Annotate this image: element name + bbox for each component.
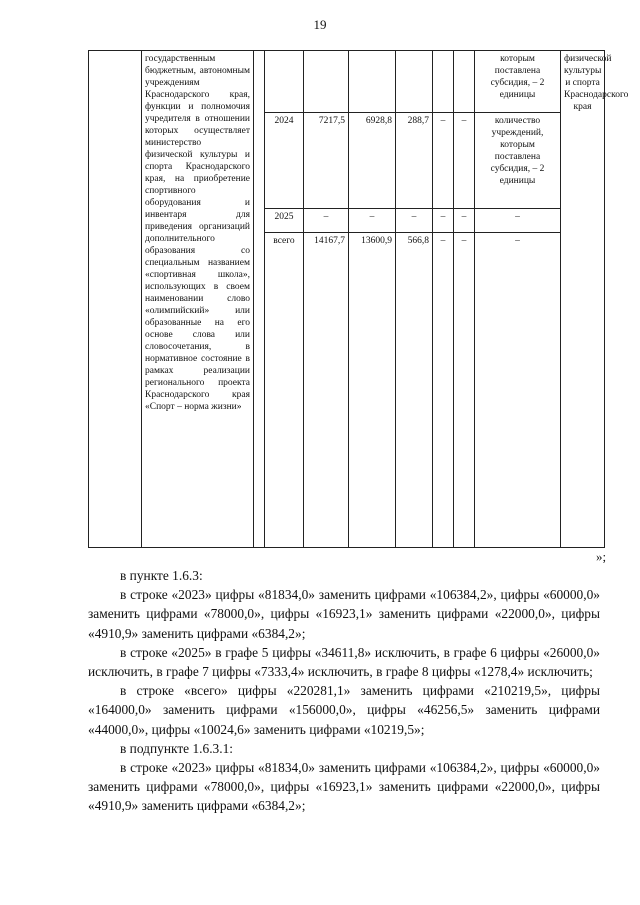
regional-budget-cell: 13600,9 <box>349 233 396 548</box>
result-cell: – <box>475 209 561 233</box>
year-cell <box>265 51 304 113</box>
top-result-cell: которым поставлена субсидия, – 2 единицы <box>475 51 561 113</box>
local-budget-cell <box>433 51 454 113</box>
local-budget-cell: – <box>433 209 454 233</box>
year-cell: всего <box>265 233 304 548</box>
regional-budget-cell: – <box>349 209 396 233</box>
federal-budget-cell <box>396 51 433 113</box>
total-cell: 14167,7 <box>304 233 349 548</box>
regional-budget-cell: 6928,8 <box>349 113 396 209</box>
number-cell <box>89 51 142 548</box>
paragraph: в пункте 1.6.3: <box>120 568 203 583</box>
total-cell: 7217,5 <box>304 113 349 209</box>
federal-budget-cell: 288,7 <box>396 113 433 209</box>
local-budget-cell: – <box>433 113 454 209</box>
extra-budget-cell: – <box>454 233 475 548</box>
status-cell <box>254 51 265 548</box>
year-cell: 2025 <box>265 209 304 233</box>
federal-budget-cell: – <box>396 209 433 233</box>
measure-description: государственным бюджетным, автономным учреждениям Краснодарского края, функции и полномочия учредителя в отношении которых осуществляет министерство физической культуры и спорта Краснодарского края, на приобретение спортивного оборудования и инвентаря для приведения организаций дополнительного образования со специальным названием «спортивная школа», использующих в своем наименовании слово «олимпийский» или образованные на его основе слова или словосочетания, в нормативное состояние в рамках реализации регионального проекта Краснодарского края «Спорт – норма жизни» <box>142 51 254 548</box>
paragraph: в строке «всего» цифры «220281,1» заменить цифрами «210219,5», цифры «164000,0» заменить цифрами «156000,0», цифры «46256,5» заменить цифрами «44000,0», цифры «10024,6» заменить цифрами «10219,5»; <box>88 683 600 737</box>
total-cell: – <box>304 209 349 233</box>
regional-budget-cell <box>349 51 396 113</box>
total-cell <box>304 51 349 113</box>
paragraph: в подпункте 1.6.3.1: <box>120 740 234 756</box>
year-cell: 2024 <box>265 113 304 209</box>
paragraph: в строке «2025» в графе 5 цифры «34611,8» исключить, в графе 6 цифры «26000,0» исключить, в графе 7 цифры «7333,4» исключить, в графе 8 цифры «1278,4» исключить; <box>88 644 600 680</box>
amendment-text <box>88 566 600 816</box>
result-cell: – <box>475 233 561 548</box>
federal-budget-cell: 566,8 <box>396 233 433 548</box>
extra-budget-cell: – <box>454 113 475 209</box>
paragraph: в строке «2023» цифры «81834,0» заменить цифрами «106384,2», цифры «60000,0» заменить цифрами «78000,0», цифры «16923,1» заменить цифрами «22000,0», цифры «4910,9» заменить цифрами «6384,2»; <box>88 760 600 814</box>
page-number: 19 <box>313 17 327 32</box>
program-table <box>88 50 629 548</box>
executor-cell: физической культуры и спорта Краснодарского края <box>561 51 605 548</box>
extra-budget-cell: – <box>454 209 475 233</box>
local-budget-cell: – <box>433 233 454 548</box>
result-cell: количество учреждений, которым поставлена субсидия, – 2 единицы <box>475 113 561 209</box>
extra-budget-cell <box>454 51 475 113</box>
closing-quote: »; <box>596 549 607 564</box>
paragraph: в строке «2023» цифры «81834,0» заменить цифрами «106384,2», цифры «60000,0» заменить цифрами «78000,0», цифры «16923,1» заменить цифрами «22000,0», цифры «4910,9» заменить цифрами «6384,2»; <box>88 587 600 641</box>
